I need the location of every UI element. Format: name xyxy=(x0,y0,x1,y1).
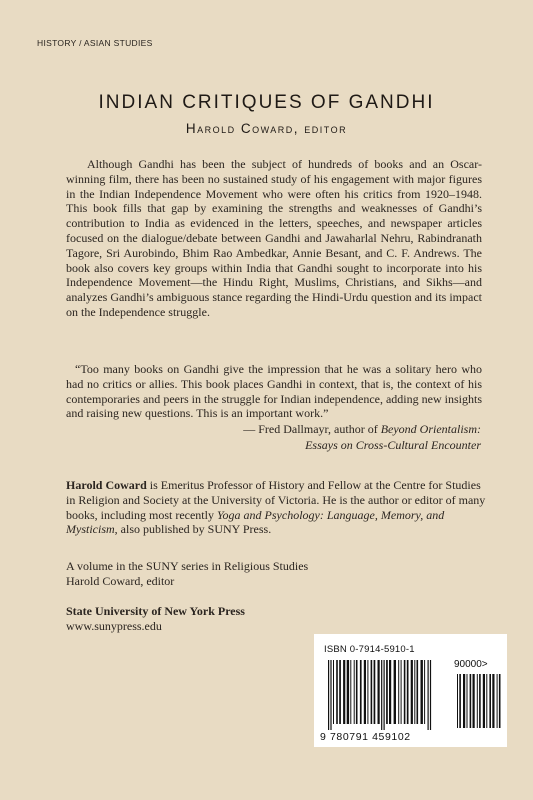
barcode-bar xyxy=(486,674,487,728)
attribution-book-title: Beyond Orientalism: xyxy=(380,422,481,436)
barcode-bar xyxy=(414,660,415,724)
barcode-bar xyxy=(428,660,429,730)
barcode-bar xyxy=(374,660,376,724)
author-bio-text2: , also published by SUNY Press. xyxy=(114,522,272,537)
barcode-bar xyxy=(386,660,388,724)
barcode-bar xyxy=(424,660,425,724)
barcode-bar xyxy=(497,674,498,728)
category-label: HISTORY / ASIAN STUDIES xyxy=(37,38,153,48)
publisher-info xyxy=(66,604,245,634)
barcode-panel xyxy=(314,634,507,747)
barcode-bar xyxy=(367,660,368,724)
barcode-bar xyxy=(430,660,431,730)
barcode-bar xyxy=(459,674,461,728)
barcode-bar xyxy=(360,660,362,724)
barcode-bar xyxy=(389,660,391,724)
barcode-number: 9 780791 459102 xyxy=(320,731,411,743)
author-recent-book: Yoga and Psychology: Language, Memory, and Mysticism xyxy=(66,507,445,537)
book-description: Although Gandhi has been the subject of hundreds of books and an Oscar-winning film, there has been no sustained study of his engagement with major figures in the Indian Independence Movement who were often his critics from 1920–1948. This book fills that gap by examining the strengths and weaknesses of Gandhi’s contribution to India as evidenced in the letters, speeches, and newspaper articles focused on the dialogue/debate between Gandhi and Jawaharlal Nehru, Rabindranath Tagore, Sri Aurobindo, Bhim Rao Ambedkar, Annie Besant, and C. F. Andrews. The book also covers key groups within India that Gandhi sought to incorporate into his Independence Movement—the Hindu Right, Muslims, Christians, and Sikhs—and analyzes Gandhi’s ambiguous stance regarding the Hindi-Urdu question and its impact on the Independence struggle. xyxy=(66,157,482,319)
barcode-bar xyxy=(411,660,413,724)
author-bio-text1: is Emeritus Professor of History and Fellow at the Centre for Studies in Religion and Society at the University of Victoria. He is the author or editor of many books, including most recently xyxy=(66,478,486,522)
barcode-bar xyxy=(457,674,458,728)
barcode-bar xyxy=(479,674,481,728)
barcode-bar xyxy=(404,660,406,724)
barcode-bar xyxy=(394,660,396,724)
publisher-url: www.sunypress.edu xyxy=(66,619,162,633)
barcode-bar xyxy=(470,674,472,728)
barcode-bar xyxy=(364,660,366,724)
editor-line: Harold Coward, editor xyxy=(185,121,348,136)
endorsement-attribution xyxy=(243,422,481,453)
book-title: INDIAN CRITIQUES OF GANDHI xyxy=(98,92,435,113)
barcode-bar xyxy=(371,660,373,724)
series-editor: Harold Coward, editor xyxy=(66,573,175,588)
barcode-bar xyxy=(398,660,399,724)
barcode-bar xyxy=(336,660,338,724)
barcode-bar xyxy=(381,660,382,730)
barcode-bar xyxy=(467,674,468,728)
barcode-bar xyxy=(401,660,402,724)
barcode-bar xyxy=(339,660,341,724)
barcode-bar xyxy=(499,674,501,728)
barcode-bar xyxy=(483,674,485,728)
price-code: 90000> xyxy=(454,659,488,670)
barcode-bar xyxy=(333,660,334,724)
barcode-bar xyxy=(330,660,331,730)
barcode-bar xyxy=(347,660,349,724)
attribution-book-subtitle: Essays on Cross-Cultural Encounter xyxy=(305,437,481,452)
barcode-bar xyxy=(343,660,345,724)
barcode-bar xyxy=(354,660,355,724)
author-bio xyxy=(66,478,486,537)
isbn-label: ISBN 0-7914-5910-1 xyxy=(324,644,415,655)
barcode-bar xyxy=(328,660,329,730)
barcode-bar xyxy=(407,660,409,724)
barcode-bar xyxy=(384,660,385,730)
barcode-bar xyxy=(421,660,423,724)
endorsement-quote: “Too many books on Gandhi give the impression that he was a solitary hero who had no critics or allies. This book places Gandhi in context, that is, the context of his contemporaries and peers in the struggle for Indian independence, adding new insights and raising new questions. This is an important work.” xyxy=(66,362,482,421)
attribution-prefix: — Fred Dallmayr, author of xyxy=(243,422,381,436)
barcode-bar xyxy=(350,660,351,724)
series-line: A volume in the SUNY series in Religious Studies xyxy=(66,559,309,573)
barcode-bar xyxy=(463,674,465,728)
barcode-bar xyxy=(378,660,380,724)
author-name: Harold Coward xyxy=(66,478,147,492)
barcode-bar xyxy=(489,674,491,728)
publisher-name: State University of New York Press xyxy=(66,604,245,618)
barcode-bar xyxy=(473,674,475,728)
barcode-bar xyxy=(356,660,358,724)
barcode-bar xyxy=(417,660,419,724)
barcode-bar xyxy=(492,674,494,728)
barcode-bar xyxy=(477,674,478,728)
series-info xyxy=(66,559,308,588)
